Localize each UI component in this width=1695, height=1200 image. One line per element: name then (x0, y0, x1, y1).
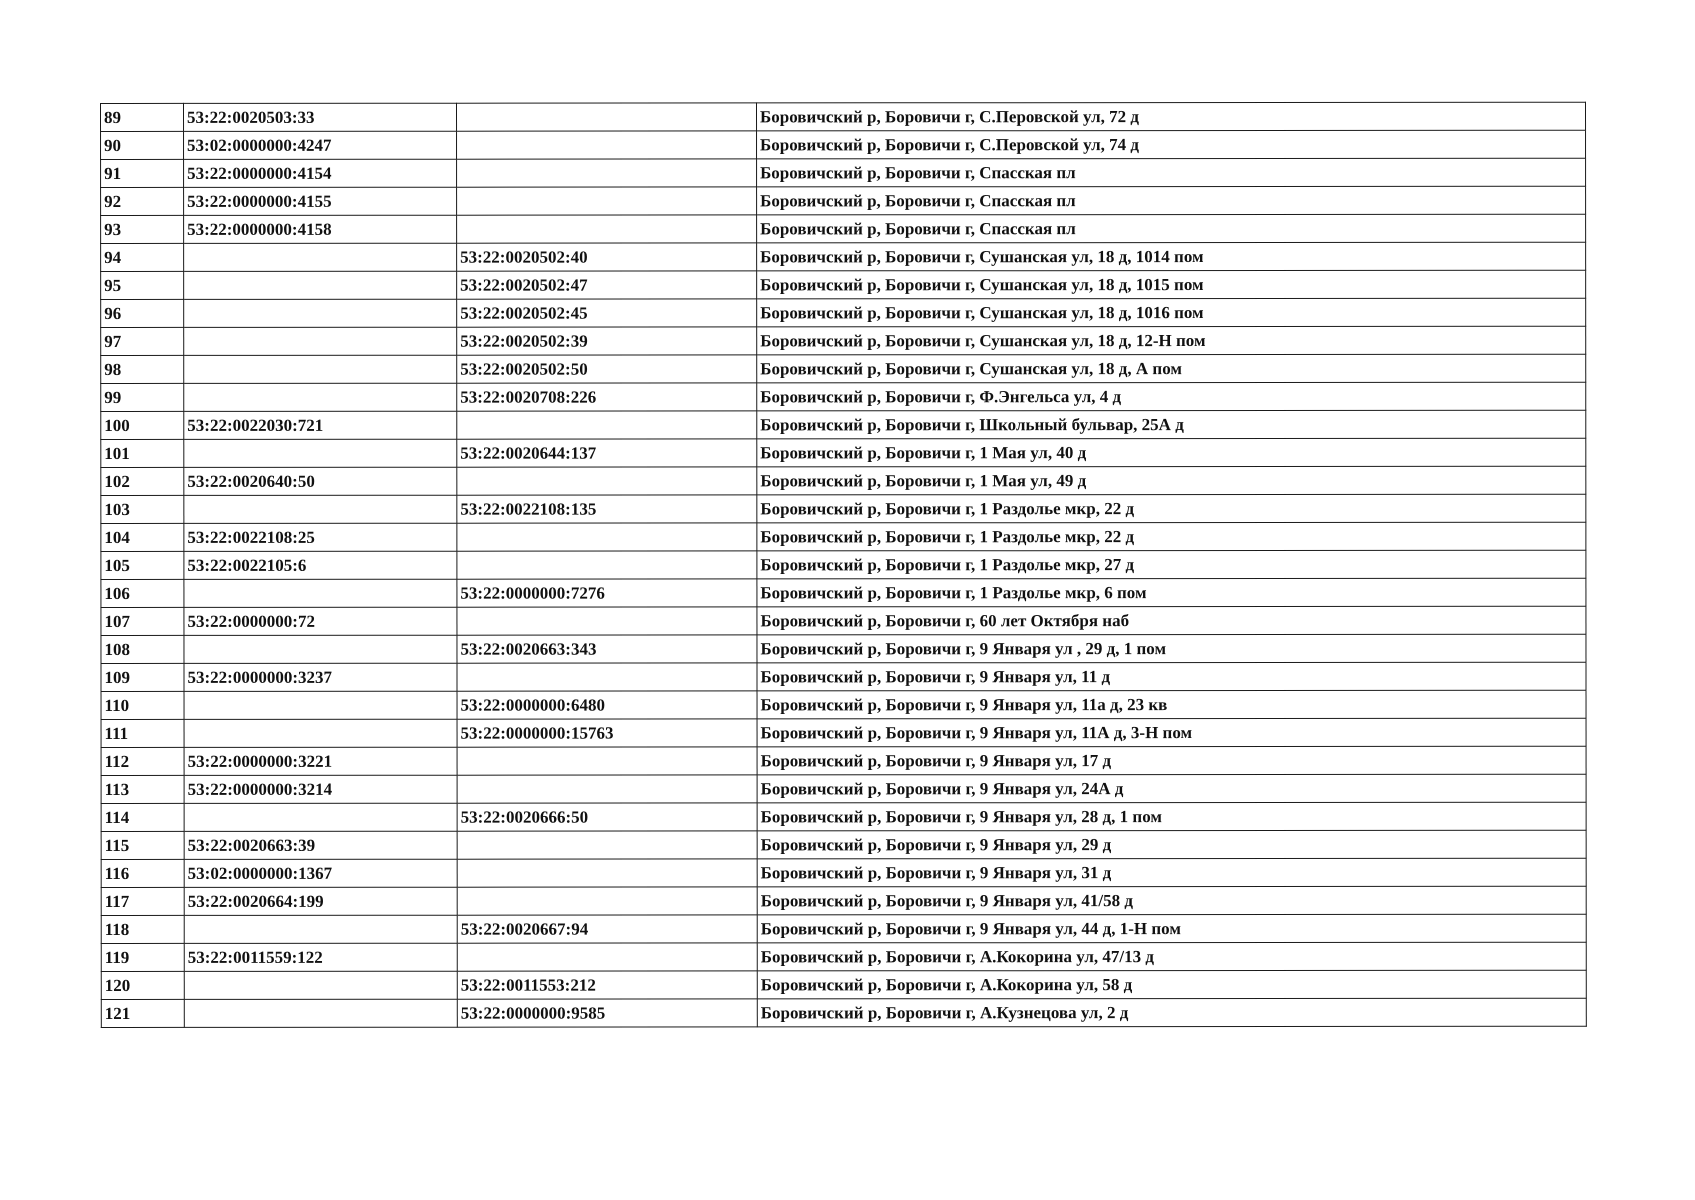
row-number-cell: 113 (101, 775, 184, 803)
address-cell: Боровичский р, Боровичи г, Спасская пл (757, 214, 1586, 243)
row-number-cell: 116 (101, 859, 184, 887)
address-cell: Боровичский р, Боровичи г, Сушанская ул, 18 д, 1015 пом (757, 270, 1586, 299)
row-number-cell: 114 (101, 803, 184, 831)
address-cell: Боровичский р, Боровичи г, Сушанская ул, 18 д, 1016 пом (757, 298, 1586, 327)
table-row (101, 494, 1586, 523)
premises-cadastral-number-cell: 53:22:0020502:39 (457, 327, 757, 355)
address-cell: Боровичский р, Боровичи г, Спасская пл (757, 158, 1586, 187)
table-row (101, 102, 1586, 131)
table-row (101, 606, 1586, 635)
property-registry-table (100, 102, 1587, 1028)
row-number-cell: 96 (101, 299, 184, 327)
row-number-cell: 98 (101, 355, 184, 383)
address-cell: Боровичский р, Боровичи г, 1 Раздолье мкр, 22 д (757, 522, 1586, 551)
address-cell: Боровичский р, Боровичи г, Сушанская ул, 18 д, 12-Н пом (757, 326, 1586, 355)
premises-cadastral-number-cell: 53:22:0020502:47 (457, 271, 757, 299)
address-cell: Боровичский р, Боровичи г, 1 Раздолье мкр, 22 д (757, 494, 1586, 523)
address-cell: Боровичский р, Боровичи г, 9 Января ул, 11а д, 23 кв (757, 690, 1586, 719)
cadastral-number-cell (184, 243, 457, 271)
premises-cadastral-number-cell (457, 943, 757, 971)
address-cell: Боровичский р, Боровичи г, С.Перовской ул, 72 д (757, 102, 1586, 131)
premises-cadastral-number-cell (457, 747, 757, 775)
premises-cadastral-number-cell: 53:22:0020502:50 (457, 355, 757, 383)
row-number-cell: 118 (101, 915, 184, 943)
cadastral-number-cell (184, 915, 457, 943)
premises-cadastral-number-cell: 53:22:0020708:226 (457, 383, 757, 411)
cadastral-number-cell: 53:22:0022105:6 (184, 551, 457, 579)
table-row (101, 298, 1586, 327)
address-cell: Боровичский р, Боровичи г, 1 Раздолье мкр, 27 д (757, 550, 1586, 579)
cadastral-number-cell: 53:22:0011559:122 (184, 943, 457, 971)
cadastral-number-cell: 53:22:0000000:3221 (184, 747, 457, 775)
premises-cadastral-number-cell (457, 215, 757, 243)
premises-cadastral-number-cell (457, 859, 757, 887)
premises-cadastral-number-cell: 53:22:0020644:137 (457, 439, 757, 467)
row-number-cell: 94 (101, 243, 184, 271)
row-number-cell: 106 (101, 579, 184, 607)
address-cell: Боровичский р, Боровичи г, Школьный бульвар, 25А д (757, 410, 1586, 439)
premises-cadastral-number-cell: 53:22:0022108:135 (457, 495, 757, 523)
cadastral-number-cell (184, 327, 457, 355)
row-number-cell: 110 (101, 691, 184, 719)
premises-cadastral-number-cell (457, 159, 757, 187)
row-number-cell: 97 (101, 327, 184, 355)
address-cell: Боровичский р, Боровичи г, 9 Января ул, 29 д (757, 830, 1586, 859)
table-row (101, 830, 1586, 859)
row-number-cell: 115 (101, 831, 184, 859)
table-row (101, 186, 1586, 215)
row-number-cell: 121 (101, 999, 184, 1027)
row-number-cell: 93 (101, 215, 184, 243)
table-row (101, 158, 1586, 187)
cadastral-number-cell (184, 271, 457, 299)
address-cell: Боровичский р, Боровичи г, 9 Января ул, 11А д, 3-Н пом (757, 718, 1586, 747)
row-number-cell: 112 (101, 747, 184, 775)
cadastral-number-cell: 53:02:0000000:1367 (184, 859, 457, 887)
table-row (101, 578, 1586, 607)
table-row (101, 634, 1586, 663)
table-row (101, 914, 1586, 943)
row-number-cell: 108 (101, 635, 184, 663)
premises-cadastral-number-cell (457, 103, 757, 131)
cadastral-number-cell (184, 579, 457, 607)
cadastral-number-cell (184, 803, 457, 831)
cadastral-number-cell (184, 719, 457, 747)
row-number-cell: 103 (101, 495, 184, 523)
row-number-cell: 111 (101, 719, 184, 747)
premises-cadastral-number-cell (457, 523, 757, 551)
address-cell: Боровичский р, Боровичи г, 1 Раздолье мкр, 6 пом (757, 578, 1586, 607)
cadastral-number-cell (184, 383, 457, 411)
premises-cadastral-number-cell (457, 663, 757, 691)
cadastral-number-cell: 53:22:0020640:50 (184, 467, 457, 495)
cadastral-number-cell: 53:22:0000000:4154 (184, 159, 457, 187)
premises-cadastral-number-cell (457, 467, 757, 495)
row-number-cell: 109 (101, 663, 184, 691)
cadastral-number-cell: 53:22:0000000:72 (184, 607, 457, 635)
table-row (101, 718, 1586, 747)
row-number-cell: 101 (101, 439, 184, 467)
table-row (101, 690, 1586, 719)
premises-cadastral-number-cell: 53:22:0000000:7276 (457, 579, 757, 607)
premises-cadastral-number-cell: 53:22:0000000:9585 (457, 999, 757, 1027)
table-row (101, 270, 1586, 299)
table-row (101, 130, 1586, 159)
table-row (101, 746, 1586, 775)
table-row (101, 522, 1586, 551)
table-row (101, 410, 1586, 439)
table-row (101, 662, 1586, 691)
table-row (101, 382, 1586, 411)
row-number-cell: 95 (101, 271, 184, 299)
premises-cadastral-number-cell: 53:22:0000000:6480 (457, 691, 757, 719)
cadastral-number-cell: 53:22:0000000:3237 (184, 663, 457, 691)
table-row (101, 970, 1586, 999)
cadastral-number-cell: 53:22:0000000:3214 (184, 775, 457, 803)
premises-cadastral-number-cell (457, 887, 757, 915)
premises-cadastral-number-cell (457, 551, 757, 579)
premises-cadastral-number-cell (457, 775, 757, 803)
cadastral-number-cell (184, 299, 457, 327)
row-number-cell: 89 (101, 103, 184, 131)
table-row (101, 214, 1586, 243)
row-number-cell: 104 (101, 523, 184, 551)
cadastral-number-cell: 53:22:0020664:199 (184, 887, 457, 915)
row-number-cell: 105 (101, 551, 184, 579)
address-cell: Боровичский р, Боровичи г, Сушанская ул, 18 д, А пом (757, 354, 1586, 383)
cadastral-number-cell (184, 999, 457, 1027)
cadastral-number-cell (184, 635, 457, 663)
table-row (101, 886, 1586, 915)
cadastral-number-cell: 53:22:0022108:25 (184, 523, 457, 551)
row-number-cell: 100 (101, 411, 184, 439)
address-cell: Боровичский р, Боровичи г, Спасская пл (757, 186, 1586, 215)
table-row (101, 354, 1586, 383)
row-number-cell: 117 (101, 887, 184, 915)
registry-table-body (101, 102, 1587, 1027)
row-number-cell: 102 (101, 467, 184, 495)
address-cell: Боровичский р, Боровичи г, Сушанская ул, 18 д, 1014 пом (757, 242, 1586, 271)
premises-cadastral-number-cell (457, 131, 757, 159)
cadastral-number-cell: 53:22:0000000:4155 (184, 187, 457, 215)
address-cell: Боровичский р, Боровичи г, А.Кузнецова ул, 2 д (757, 998, 1586, 1027)
premises-cadastral-number-cell (457, 607, 757, 635)
row-number-cell: 90 (101, 131, 184, 159)
row-number-cell: 92 (101, 187, 184, 215)
address-cell: Боровичский р, Боровичи г, 9 Января ул, 44 д, 1-Н пом (757, 914, 1586, 943)
address-cell: Боровичский р, Боровичи г, А.Кокорина ул, 47/13 д (757, 942, 1586, 971)
cadastral-number-cell (184, 439, 457, 467)
address-cell: Боровичский р, Боровичи г, Ф.Энгельса ул, 4 д (757, 382, 1586, 411)
address-cell: Боровичский р, Боровичи г, 9 Января ул, 41/58 д (757, 886, 1586, 915)
premises-cadastral-number-cell: 53:22:0000000:15763 (457, 719, 757, 747)
cadastral-number-cell: 53:22:0022030:721 (184, 411, 457, 439)
address-cell: Боровичский р, Боровичи г, 9 Января ул, 28 д, 1 пом (757, 802, 1586, 831)
address-cell: Боровичский р, Боровичи г, 9 Января ул, 11 д (757, 662, 1586, 691)
address-cell: Боровичский р, Боровичи г, 9 Января ул, 24А д (757, 774, 1586, 803)
table-row (101, 942, 1586, 971)
table-row (101, 242, 1586, 271)
cadastral-number-cell (184, 691, 457, 719)
address-cell: Боровичский р, Боровичи г, 1 Мая ул, 40 д (757, 438, 1586, 467)
address-cell: Боровичский р, Боровичи г, 60 лет Октября наб (757, 606, 1586, 635)
cadastral-number-cell (184, 971, 457, 999)
premises-cadastral-number-cell: 53:22:0020667:94 (457, 915, 757, 943)
address-cell: Боровичский р, Боровичи г, С.Перовской ул, 74 д (757, 130, 1586, 159)
cadastral-number-cell: 53:22:0020503:33 (184, 103, 457, 131)
cadastral-number-cell: 53:22:0000000:4158 (184, 215, 457, 243)
table-row (101, 998, 1586, 1027)
row-number-cell: 119 (101, 943, 184, 971)
address-cell: Боровичский р, Боровичи г, 1 Мая ул, 49 д (757, 466, 1586, 495)
table-row (101, 550, 1586, 579)
premises-cadastral-number-cell: 53:22:0020502:45 (457, 299, 757, 327)
premises-cadastral-number-cell (457, 187, 757, 215)
premises-cadastral-number-cell (457, 831, 757, 859)
table-row (101, 438, 1586, 467)
premises-cadastral-number-cell (457, 411, 757, 439)
table-row (101, 774, 1586, 803)
row-number-cell: 120 (101, 971, 184, 999)
table-row (101, 326, 1586, 355)
cadastral-number-cell (184, 495, 457, 523)
table-row (101, 466, 1586, 495)
cadastral-number-cell: 53:02:0000000:4247 (184, 131, 457, 159)
premises-cadastral-number-cell: 53:22:0020666:50 (457, 803, 757, 831)
table-row (101, 858, 1586, 887)
premises-cadastral-number-cell: 53:22:0020663:343 (457, 635, 757, 663)
table-row (101, 802, 1586, 831)
row-number-cell: 91 (101, 159, 184, 187)
address-cell: Боровичский р, Боровичи г, 9 Января ул, 31 д (757, 858, 1586, 887)
address-cell: Боровичский р, Боровичи г, 9 Января ул , 29 д, 1 пом (757, 634, 1586, 663)
address-cell: Боровичский р, Боровичи г, 9 Января ул, 17 д (757, 746, 1586, 775)
cadastral-number-cell: 53:22:0020663:39 (184, 831, 457, 859)
row-number-cell: 99 (101, 383, 184, 411)
premises-cadastral-number-cell: 53:22:0020502:40 (457, 243, 757, 271)
premises-cadastral-number-cell: 53:22:0011553:212 (457, 971, 757, 999)
cadastral-number-cell (184, 355, 457, 383)
address-cell: Боровичский р, Боровичи г, А.Кокорина ул, 58 д (757, 970, 1586, 999)
row-number-cell: 107 (101, 607, 184, 635)
